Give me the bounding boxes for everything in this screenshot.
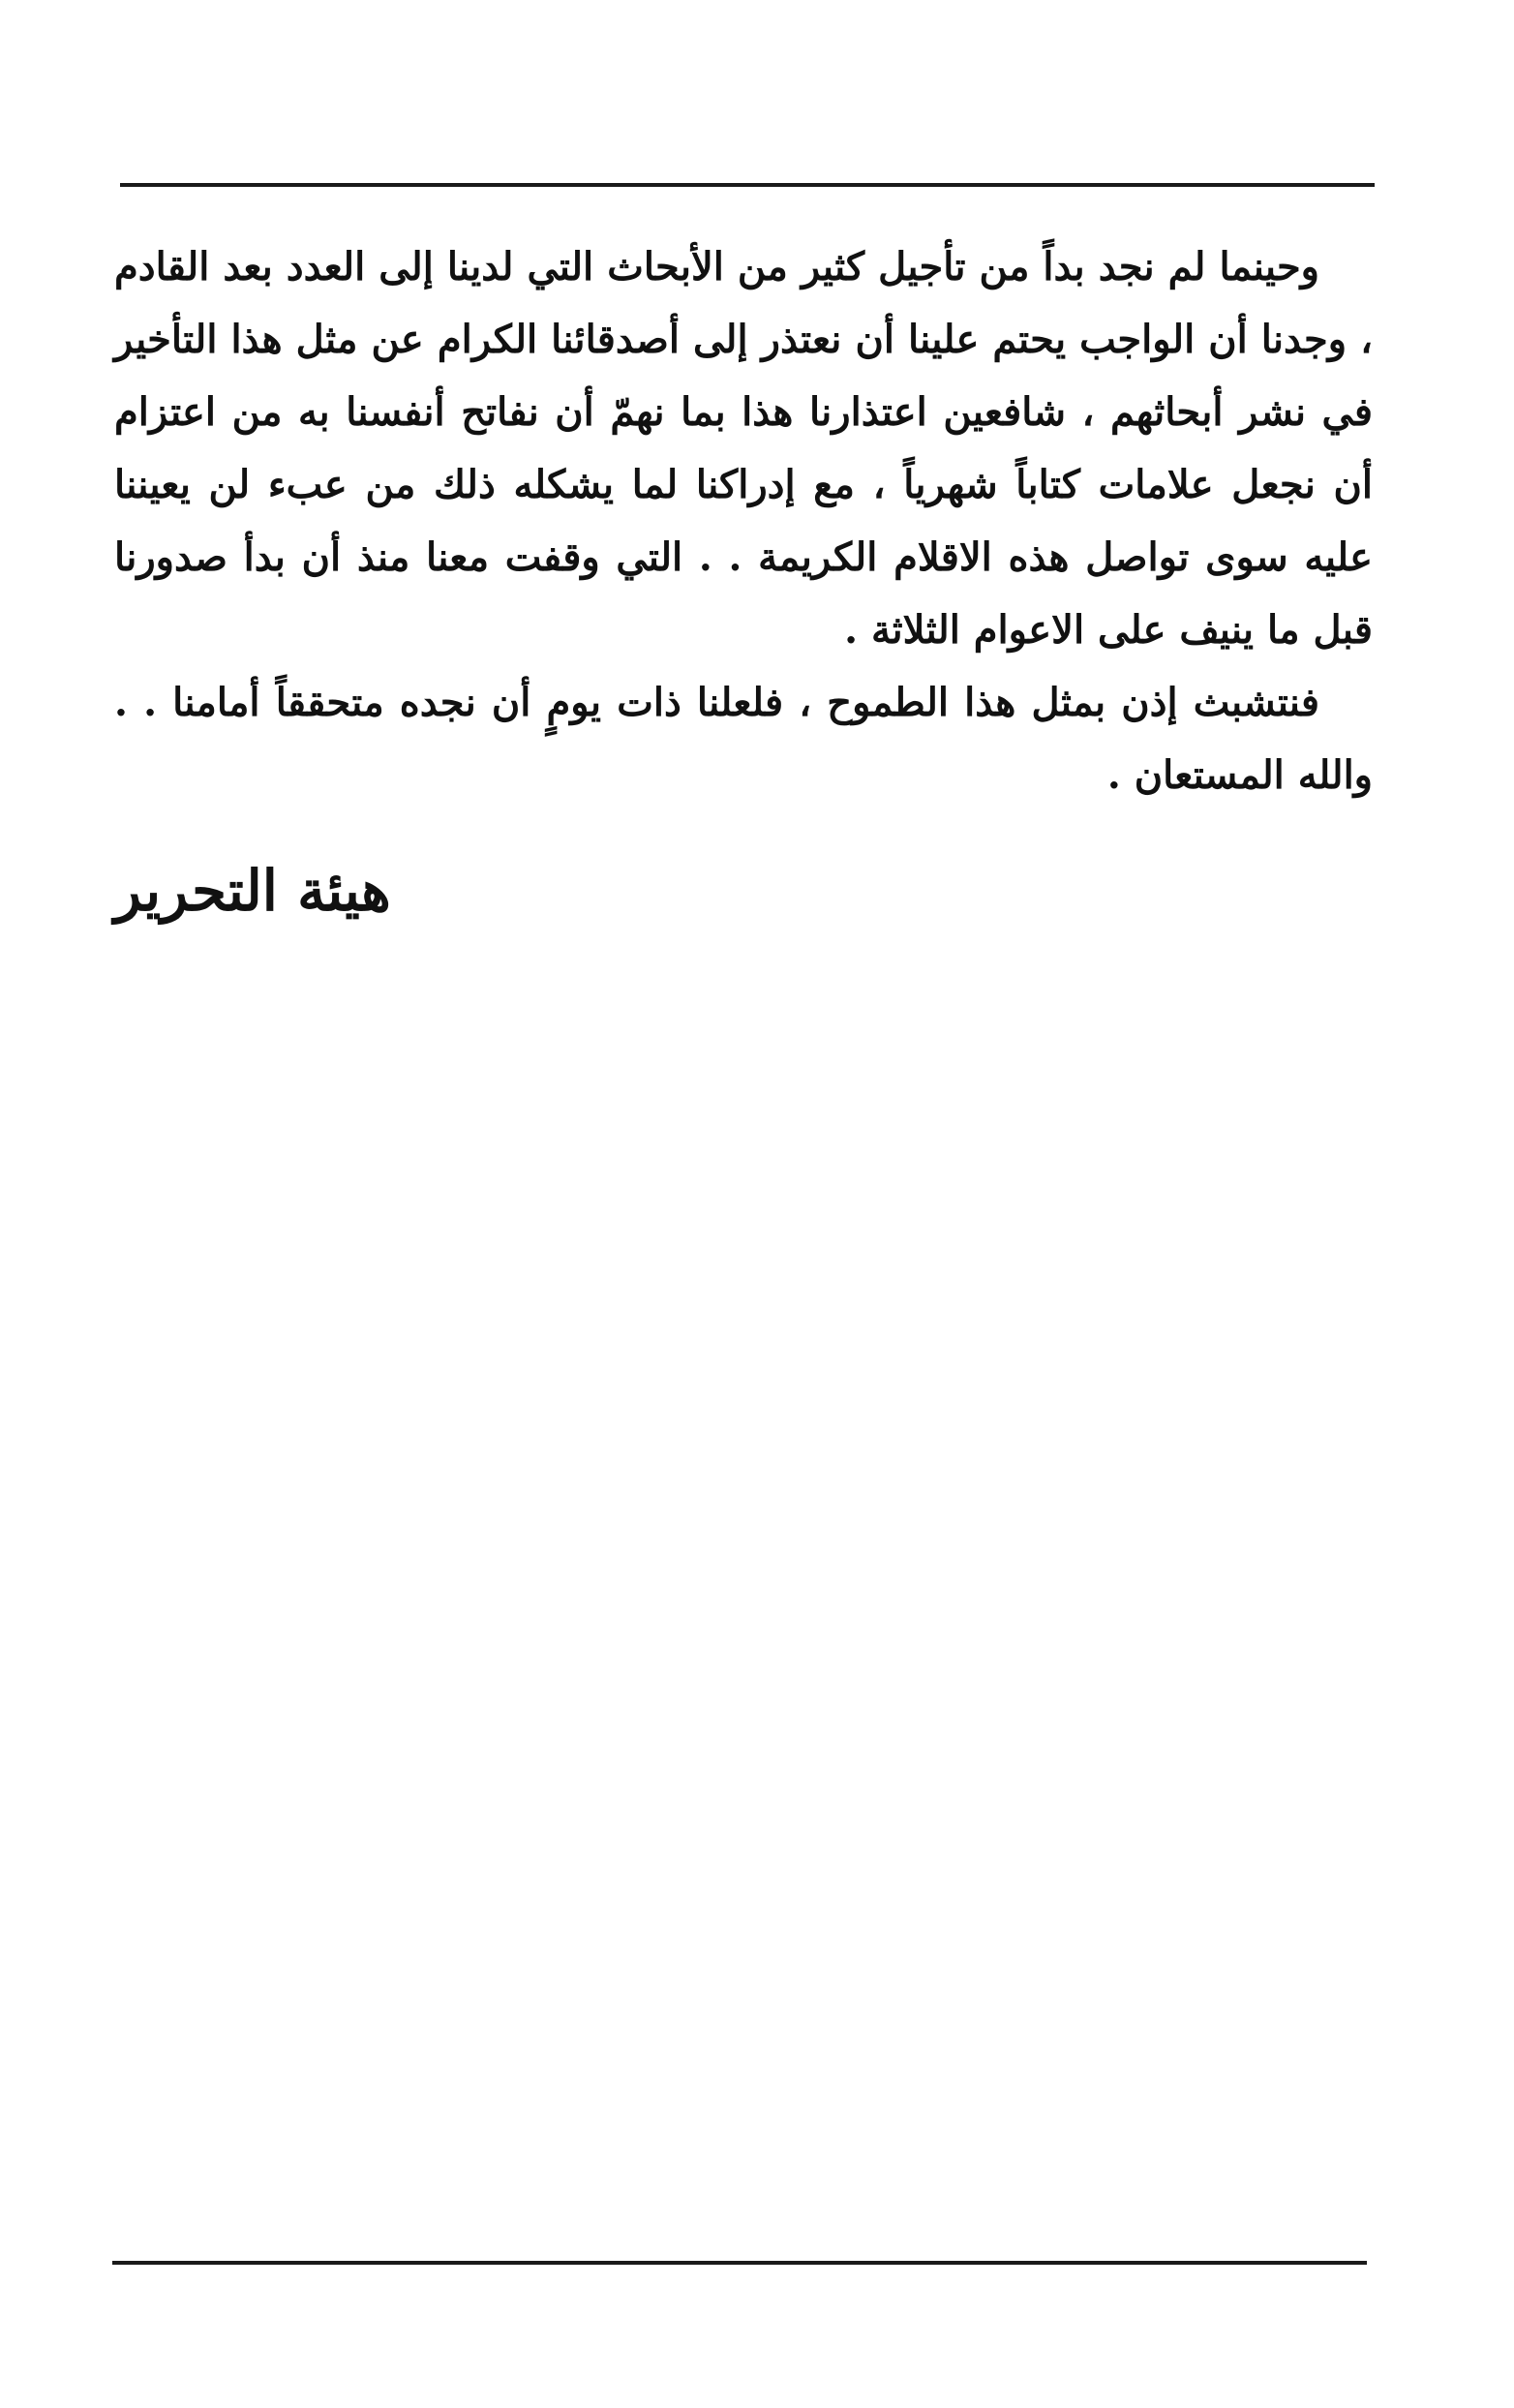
bottom-rule — [112, 2261, 1367, 2265]
top-rule — [120, 183, 1375, 187]
signature: هيئة التحرير — [114, 858, 391, 924]
paragraph-1: وحينما لم نجد بداً من تأجيل كثير من الأبحاث التي لدينا إلى العدد بعد القادم ، وجدنا أن الواجب يحتم علينا أن نعتذر إلى أصدقائنا الكرام عن مثل هذا التأخير في نشر أبحاثهم ، شافعين اعتذارنا هذا بما نهمّ أن نفاتح أنفسنا به من اعتزام أن نجعل علامات كتاباً شهرياً ، مع إدراكنا لما يشكله ذلك من عبء لن يعيننا عليه سوى تواصل هذه الاقلام الكريمة . . التي وقفت معنا منذ أن بدأ صدورنا قبل ما ينيف على الاعوام الثلاثة . — [114, 244, 1373, 653]
body-text — [114, 230, 1373, 811]
paragraph-2: فنتشبث إذن بمثل هذا الطموح ، فلعلنا ذات يومٍ أن نجده متحققاً أمامنا . . والله المستعان . — [114, 680, 1373, 798]
